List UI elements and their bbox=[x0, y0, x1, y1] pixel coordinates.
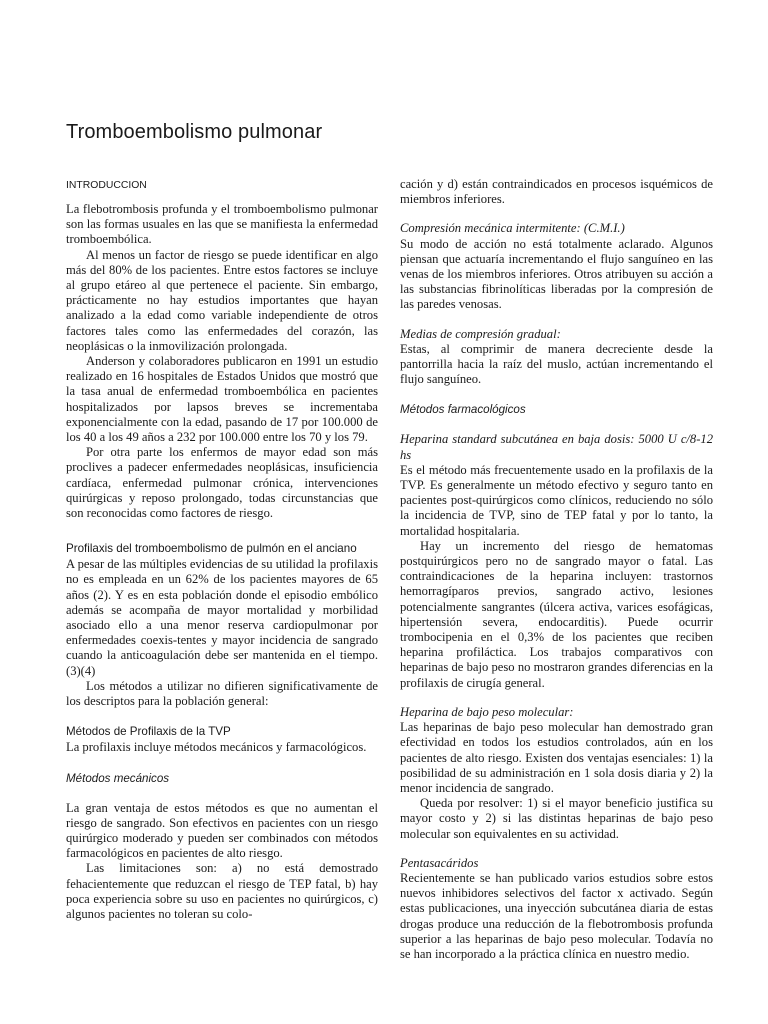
page-title: Tromboembolismo pulmonar bbox=[66, 121, 323, 143]
subheading-cmi: Compresión mecánica intermitente: (C.M.I.) bbox=[400, 221, 625, 236]
right-column bbox=[400, 177, 713, 962]
section-heading-profilaxis: Profilaxis del tromboembolismo de pulmón en el anciano bbox=[66, 542, 357, 556]
paragraph: Las limitaciones son: a) no está demostrado fehacientemente que reduzcan el riesgo de TEP fatal, b) hay poca experiencia sobre su uso en pacientes no quirúrgicos, c) algunos pacientes no toleran su colo- bbox=[66, 861, 378, 921]
paragraph: Hay un incremento del riesgo de hematomas postquirúrgicos pero no de sangrado mayor o fatal. Las contraindicaciones de la heparina incluyen: trastornos hemorragíparos previos, sangrado activo, lesiones potencialmente sangrantes (úlcera activa, varices esofágicas, hipertensión severa, endocarditis). Puede ocurrir trombocipenia en el 0,3% de los pacientes que reciben heparina profiláctica. Los trabajos comparativos con heparinas de bajo peso no mostraron grandes diferencias en la profilaxis de cirugía general. bbox=[400, 538, 713, 690]
paragraph: Es el método más frecuentemente usado en la profilaxis de la TVP. Es generalmente un método efectivo y seguro tanto en pacientes post-quirúrgicos como clínicos, reduciendo no sólo la incidencia de TVP, sino de TEP fatal y por lo tanto, la mortalidad hospitalaria. bbox=[400, 462, 713, 538]
paragraph: Al menos un factor de riesgo se puede identificar en algo más del 80% de los pacientes. Entre estos factores se incluye al grupo etáreo al que pertenece el paciente. Sin embargo, prácticamente no hay estudios importantes que hayan analizado a la edad como variable independiente de otros factores tales como las enfermedades del corazón, las neoplásicas o la inmovilización prolongada. bbox=[66, 247, 378, 353]
paragraph: cación y d) están contraindicados en procesos isquémicos de miembros inferiores. bbox=[400, 177, 713, 207]
paragraph: Queda por resolver: 1) si el mayor beneficio justifica su mayor costo y 2) si las distintas heparinas de bajo peso molecular son equivalentes en su actividad. bbox=[400, 796, 713, 841]
paragraph: A pesar de las múltiples evidencias de su utilidad la profilaxis no es empleada en un 62% de los pacientes mayores de 65 años (2). Y es en esta población donde el episodio embólico además se acompaña de mayor mortalidad y morbilidad asociado ello a una menor reserva cardiopulmonar por enfermedades coexis-tentes y mayor incidencia de sangrado cuando la anticoagulación debe ser mantenida en el tiempo. (3)(4) bbox=[66, 557, 378, 678]
paragraph: Estas, al comprimir de manera decreciente desde la pantorrilla hacia la raíz del muslo, actúan incrementando el flujo sanguíneo. bbox=[400, 341, 713, 387]
left-column bbox=[66, 177, 378, 922]
paragraph: Recientemente se han publicado varios estudios sobre estos nuevos inhibidores selectivos del factor x activado. Según estas publicaciones, una inyección subcutánea diaria de estas drogas produce una reducción de la flebotrombosis profunda superior a las heparinas de bajo peso molecular. Todavía no se han incorporado a la práctica clínica en nuestro medio. bbox=[400, 870, 713, 961]
subheading-medias: Medias de compresión gradual: bbox=[400, 326, 561, 341]
section-heading-metodos-farmacologicos: Métodos farmacológicos bbox=[400, 403, 526, 417]
paragraph: Los métodos a utilizar no difieren significativamente de los descriptos para la población general: bbox=[66, 678, 378, 709]
paragraph: La profilaxis incluye métodos mecánicos y farmacológicos. bbox=[66, 740, 367, 755]
paragraph: Su modo de acción no está totalmente aclarado. Algunos piensan que actuaría incrementando el flujo sanguíneo en las venas de los miembros inferiores. Otros atribuyen su acción a las substancias fibrinolíticas liberadas por la compresión de las paredes venosas. bbox=[400, 236, 713, 312]
section-heading-metodos-mecanicos: Métodos mecánicos bbox=[66, 771, 170, 785]
subheading-hbpm: Heparina de bajo peso molecular: bbox=[400, 704, 574, 719]
paragraph: Las heparinas de bajo peso molecular han demostrado gran efectividad en todos los estudios controlados, aún en los pacientes de alto riesgo. Existen dos ventajas esenciales: 1) la posibilidad de su administración en 1 sola dosis diaria y 2) la menor incidencia de sangrado. bbox=[400, 720, 713, 795]
paragraph: Por otra parte los enfermos de mayor edad son más proclives a padecer enfermedades neoplásicas, insuficiencia cardíaca, enfermedad pulmonar crónica, intervenciones quirúrgicas y reposo prolongado, todas circunstancias que son reconocidas como factores de riesgo. bbox=[66, 445, 378, 521]
paragraph: La gran ventaja de estos métodos es que no aumentan el riesgo de sangrado. Son efectivos en pacientes con un riesgo quirúrgico moderado y pueden ser combinados con métodos farmacológicos en pacientes de alto riesgo. bbox=[66, 800, 378, 861]
subheading-pentasacaridos: Pentasacáridos bbox=[400, 855, 479, 870]
subheading-heparina-standard: Heparina standard subcutánea en baja dosis: 5000 U c/8-12 hs bbox=[400, 432, 713, 462]
paragraph: La flebotrombosis profunda y el tromboembolismo pulmonar son las formas usuales en las que se manifiesta la enfermedad tromboembólica. bbox=[66, 202, 378, 247]
section-heading-metodos-tvp: Métodos de Profilaxis de la TVP bbox=[66, 725, 231, 739]
paragraph: Anderson y colaboradores publicaron en 1991 un estudio realizado en 16 hospitales de Estados Unidos que mostró que la tasa anual de enfermedad tromboembólica en pacientes hospitalizados por lapsos breves se incrementaba exponencialmente con la edad, pasando de 17 por 100.000 de los 40 a los 49 años a 232 por 100.000 entre los 70 y los 79. bbox=[66, 354, 378, 445]
section-heading-introduccion: INTRODUCCION bbox=[66, 180, 147, 191]
